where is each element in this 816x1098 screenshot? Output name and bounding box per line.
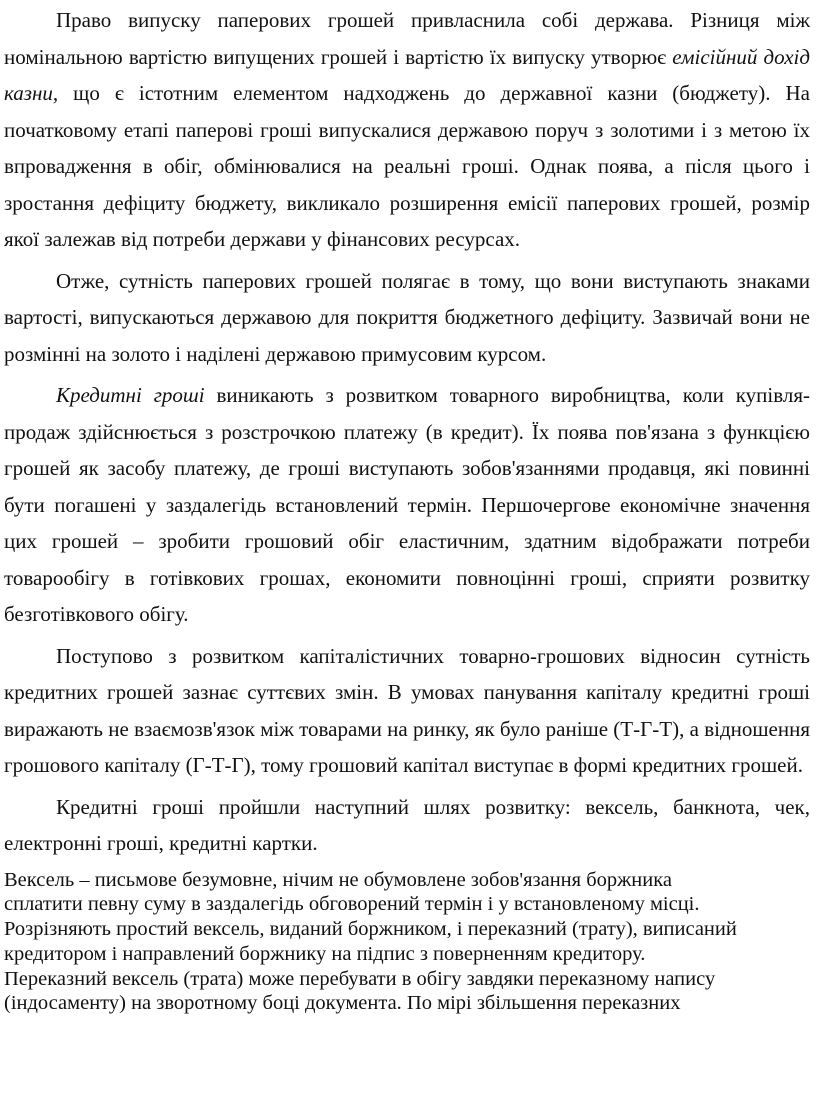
paragraph-text: Кредитні гроші пройшли наступний шлях розвитку: вексель, банкнота, чек, електронні гроші, кредитні картки.: [4, 794, 810, 855]
paragraph-state-money-issue: [4, 2, 810, 258]
text-line: Вексель – письмове безумовне, нічим не обумовлене зобов'язання боржника: [4, 868, 672, 891]
paragraph-text: Отже, сутність паперових грошей полягає в тому, що вони виступають знаками вартості, випускаються державою для покриття бюджетного дефіциту. Зазвичай вони не розмінні на золото і наділені державою примусовим курсом.: [4, 268, 810, 366]
paragraph-text: виникають з розвитком товарного виробництва, коли купівля-продаж здійснюється з розстрочкою платежу (в кредит). Їх поява пов'язана з функцією грошей як засобу платежу, де гроші виступають зобов'язаннями продавця, які повинні бути погашені у заздалегідь встановлений термін. Першочергове економічне значення цих грошей – зробити грошовий обіг еластичним, здатним відображати потреби товарообігу в готівкових грошах, економити повноцінні гроші, сприяти розвитку безготівкового обігу.: [4, 383, 810, 626]
text-line: Переказний вексель (трата) може перебувати в обігу завдяки переказному напису: [4, 967, 716, 990]
emphasis-emission-income: емісійний дохід казни,: [4, 44, 811, 105]
text-line: (індосаменту) на зворотному боці документа. По мірі збільшення переказних: [4, 992, 681, 1015]
text-line: сплатити певну суму в заздалегідь обговорений термін і у встановленому місці.: [4, 893, 700, 916]
paragraph-bill-of-exchange: [4, 868, 810, 1017]
paragraph-text: Право випуску паперових грошей привласнила собі держава. Різниця між номінальною вартістю випущених грошей і вартістю їх випуску утворює: [4, 8, 810, 69]
paragraph-text: що є істотним елементом надходжень до державної казни (бюджету). На початковому етапі паперові гроші випускалися державою поруч з золотими і з метою їх впровадження в обіг, обмінювалися на реальні гроші. Однак поява, а після цього і зростання дефіциту бюджету, викликало розширення емісії паперових грошей, розмір якої залежав від потреби держави у фінансових ресурсах.: [4, 81, 810, 251]
paragraph-text: Поступово з розвитком капіталістичних товарно-грошових відносин сутність кредитних грошей зазнає суттєвих змін. В умовах панування капіталу кредитні гроші виражають не взаємозв'язок між товарами на ринку, як було раніше (Т-Г-Т), а відношення грошового капіталу (Г-Т-Г), тому грошовий капітал виступає в формі кредитних грошей.: [4, 643, 810, 777]
paragraph-paper-money-essence: [4, 263, 810, 373]
emphasis-credit-money: Кредитні гроші: [56, 383, 205, 407]
paragraph-credit-money-path: [4, 789, 810, 862]
text-line: кредитором і направлений боржнику на підпис з поверненням кредитору.: [4, 942, 646, 965]
text-line: Розрізняють простий вексель, виданий боржником, і переказний (трату), виписаний: [4, 918, 737, 941]
paragraph-credit-money: [4, 377, 810, 633]
paragraph-capitalist-relations: [4, 638, 810, 784]
